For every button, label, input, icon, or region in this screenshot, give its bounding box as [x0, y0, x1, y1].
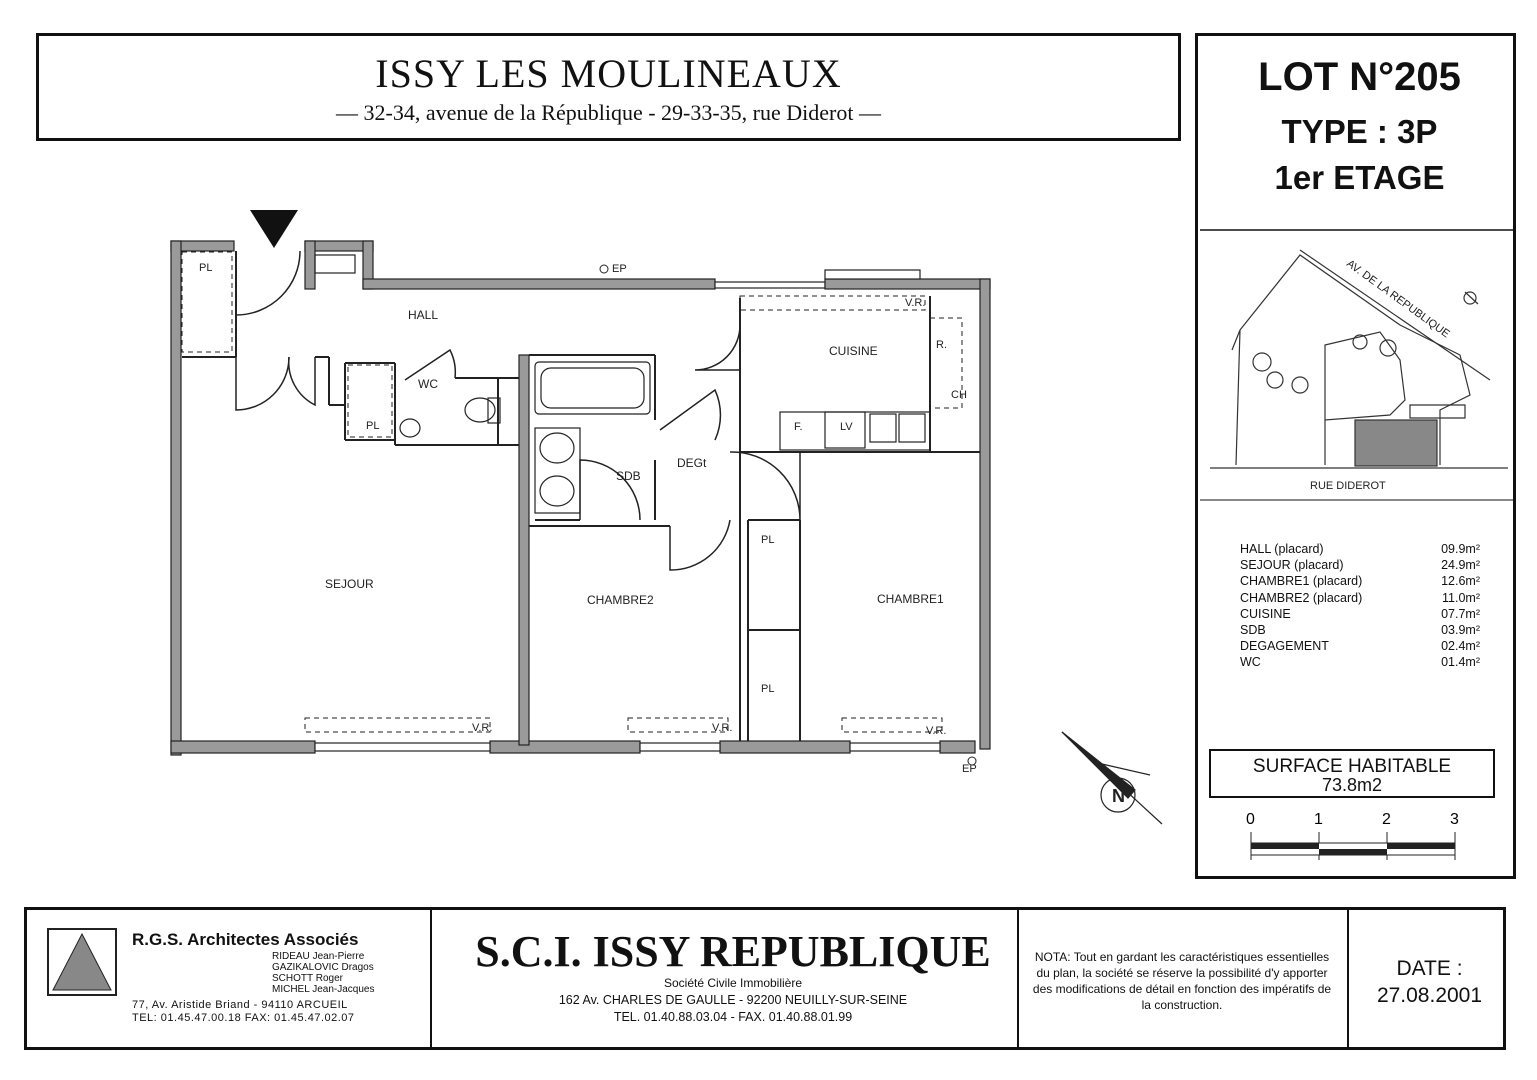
scale-bar — [1246, 811, 1459, 860]
area-row — [1240, 557, 1480, 573]
placard-label: PL — [761, 683, 775, 695]
date-value: 27.08.2001 — [1376, 984, 1483, 1007]
architect-logo — [47, 928, 117, 996]
sci-phone: TEL. 01.40.88.03.04 - FAX. 01.40.88.01.99 — [613, 1010, 853, 1024]
area-value: 07.7m² — [1441, 606, 1480, 621]
lot-number: LOT N°205 — [1258, 55, 1461, 99]
city-title: ISSY LES MOULINEAUX — [375, 51, 842, 96]
area-room: SDB — [1240, 623, 1266, 638]
oven-label: F. — [794, 421, 803, 433]
shutter-label: V.R. — [926, 725, 947, 737]
doors — [236, 251, 800, 570]
area-room: HALL (placard) — [1240, 542, 1324, 556]
entry-arrow-icon — [250, 210, 298, 248]
area-value: 12.6m² — [1441, 574, 1480, 589]
sci-subtitle: Société Civile Immobilière — [663, 976, 803, 990]
compass-icon — [1062, 732, 1162, 824]
area-value: 01.4m² — [1441, 655, 1480, 670]
date-label: DATE : — [1396, 957, 1463, 980]
architect-people: RIDEAU Jean-Pierre GAZIKALOVIC Dragos SCHOTT Roger MICHEL Jean-Jacques — [272, 951, 375, 995]
scale-tick: 0 — [1246, 811, 1255, 828]
interior-walls — [182, 251, 980, 741]
architect-street: 77, Av. Aristide Briand - 94110 ARCUEIL — [132, 999, 348, 1011]
architect-name: R.G.S. Architectes Associés — [132, 930, 359, 949]
area-row — [1240, 606, 1480, 622]
area-row — [1240, 654, 1480, 670]
area-row — [1240, 573, 1480, 589]
drain-label: EP — [612, 263, 627, 275]
lot-floor: 1er ETAGE — [1274, 159, 1445, 196]
shutter-label: V.R. — [712, 722, 733, 734]
area-room: CUISINE — [1240, 606, 1291, 621]
street-label-republique: AV. DE LA REPUBLIQUE — [1344, 257, 1452, 341]
room-label-chambre2: CHAMBRE2 — [587, 593, 654, 607]
surface-value: 73.8m2 — [1321, 775, 1383, 795]
room-label-chambre1: CHAMBRE1 — [877, 592, 944, 606]
room-label-degt: DEGt — [677, 456, 707, 470]
title-block — [24, 907, 1506, 1050]
lot-type: TYPE : 3P — [1281, 113, 1438, 150]
area-row — [1240, 541, 1480, 557]
area-value: 09.9m² — [1441, 542, 1480, 556]
room-label-wc: WC — [418, 377, 438, 391]
area-room: SEJOUR (placard) — [1240, 558, 1344, 573]
dishwasher-label: LV — [840, 421, 853, 433]
area-row — [1240, 622, 1480, 638]
scale-tick: 3 — [1450, 811, 1459, 828]
scale-tick: 1 — [1314, 811, 1323, 828]
sci-address: 162 Av. CHARLES DE GAULLE - 92200 NEUILLY-SUR-SEINE — [558, 993, 908, 1007]
area-value: 03.9m² — [1441, 623, 1480, 638]
divider — [1347, 910, 1349, 1047]
shutter-label: V.R. — [905, 297, 926, 309]
room-label-sejour: SEJOUR — [325, 577, 374, 591]
areas-table — [1240, 541, 1480, 671]
fridge-label: R. — [936, 339, 947, 351]
surface-box — [1209, 749, 1495, 798]
area-room: WC — [1240, 655, 1261, 670]
street-label-diderot: RUE DIDEROT — [1310, 480, 1386, 492]
room-label-cuisine: CUISINE — [829, 344, 878, 358]
area-room: DEGAGEMENT — [1240, 639, 1329, 654]
scale-tick: 2 — [1382, 811, 1391, 828]
area-row — [1240, 590, 1480, 606]
placard-label: PL — [199, 262, 213, 274]
area-room: CHAMBRE1 (placard) — [1240, 574, 1363, 589]
svg-text:N: N — [1112, 786, 1125, 806]
area-room: CHAMBRE2 (placard) — [1240, 590, 1363, 605]
placard-label: PL — [761, 534, 775, 546]
placard-label: PL — [366, 420, 380, 432]
area-value: 02.4m² — [1441, 639, 1480, 654]
location-map — [1210, 250, 1508, 468]
area-row — [1240, 638, 1480, 654]
address-subtitle: — 32-34, avenue de la République - 29-33-35, rue Diderot — — [336, 100, 881, 125]
room-label-sdb: SDB — [616, 469, 641, 483]
area-value: 24.9m² — [1441, 558, 1480, 573]
nota-text: NOTA: Tout en gardant les caractéristiques essentielles du plan, la société se réserve la possibilité d'y apporter des modifications de détail en fonction des impératifs de la construction. — [1032, 950, 1332, 1012]
architect-phone: TEL: 01.45.47.00.18 FAX: 01.45.47.02.07 — [132, 1012, 355, 1024]
drain-label: EP — [962, 763, 977, 775]
architect-address — [132, 999, 355, 1025]
room-label-hall: HALL — [408, 308, 439, 322]
shutter-label: V.R. — [472, 722, 493, 734]
boiler-label: CH — [951, 389, 967, 401]
surface-label: SURFACE HABITABLE — [1252, 756, 1452, 777]
area-value: 11.0m² — [1442, 590, 1480, 605]
sci-name: S.C.I. ISSY REPUBLIQUE — [475, 927, 991, 976]
